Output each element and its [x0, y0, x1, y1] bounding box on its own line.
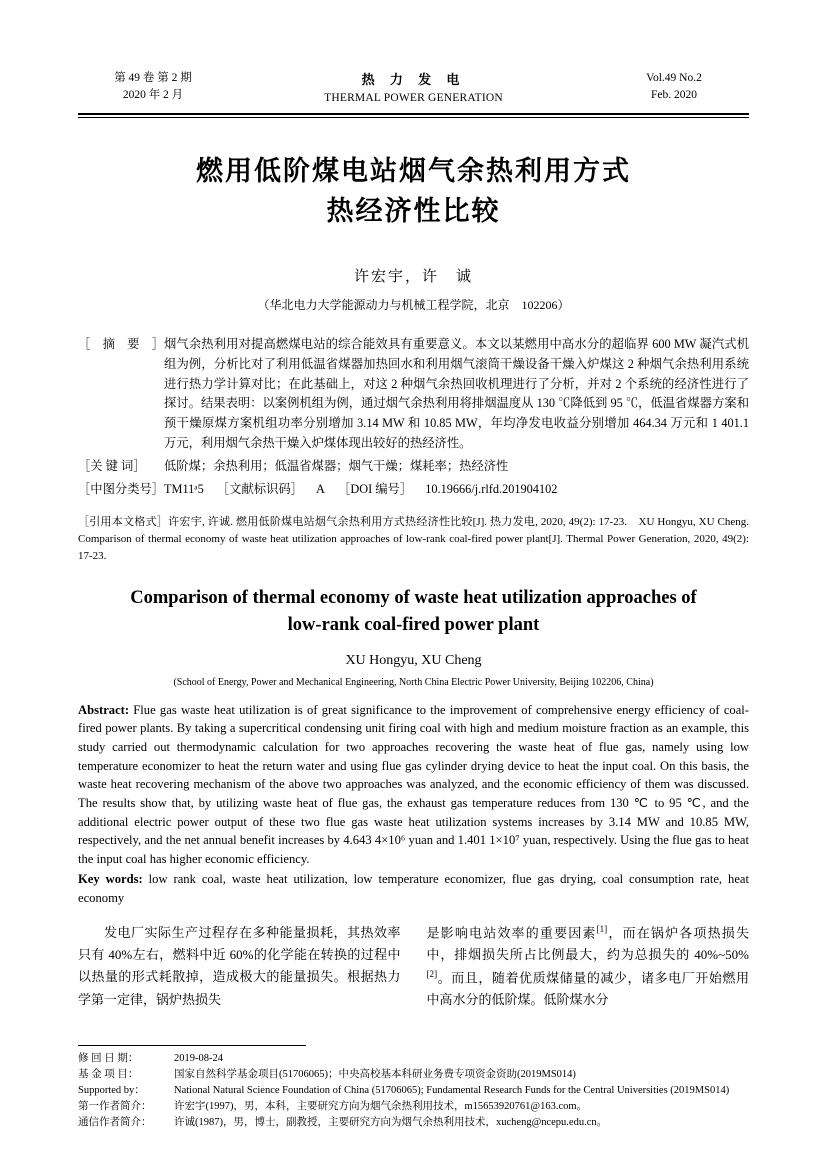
title-cn-line1: 燃用低阶煤电站烟气余热利用方式 [196, 155, 631, 187]
footnote-line [78, 1067, 749, 1083]
journal-title-en: THERMAL POWER GENERATION [324, 91, 503, 104]
body-right-part2: ，而在锅炉各项热损失中，排烟损失所占比例最大，约为总损失的 40%~50% [426, 924, 749, 963]
footnote-value: 国家自然科学基金项目(51706065)；中央高校基本科研业务费专项资金资助(2019MS014) [174, 1069, 576, 1081]
affiliation-en: (School of Energy, Power and Mechanical Engineering, North China Electric Power University, Beijing 102206, China) [173, 676, 654, 688]
title-en-line2: low-rank coal-fired power plant [287, 614, 540, 635]
body-paragraph-right [427, 922, 750, 1012]
footnote-value: 许诚(1987)，男，博士，副教授，主要研究方向为烟气余热利用技术，xucheng@ncepu.edu.cn。 [174, 1117, 608, 1129]
footnote-line [78, 1115, 749, 1131]
abstract-cn-label [78, 335, 164, 355]
affiliation-cn: （华北电力大学能源动力与机械工程学院，北京 102206） [257, 297, 570, 312]
body-column-right [427, 922, 750, 1012]
body-right-part3: 。而且，随着优质煤储量的减少，诸多电厂开始燃用中高水分的低阶煤。低阶煤水分 [426, 970, 749, 1008]
footnote-key: 第一作者简介： [78, 1101, 152, 1113]
page-title-en [78, 585, 749, 639]
citation-ref-2: [2] [426, 968, 438, 979]
authors-en: XU Hongyu, XU Cheng [345, 652, 482, 668]
page-title-cn [78, 152, 749, 233]
citation-label: ［引用本文格式］ [78, 516, 169, 528]
abstract-en-text: Flue gas waste heat utilization is of great significance to the improvement of comprehensive energy efficiency of coal-fired power plants. By taking a supercritical condensing unit firing coal with high and medium moisture fraction as an example, this study carried out thermodynamic calculation for two approaches recovering the waste heat of flue gas, namely using low temperature economizer to heat the return water and using flue gas cylinder drying device to heat the input coal. On this basis, the waste heat recovering mechanism of the above two approaches was analyzed, and the economic efficiency of them was discussed. The results show that, by utilizing waste heat of flue gas, the exhaust gas temperature reduces from 130 ℃ to 95 ℃, and the additional electric power output of these two flue gas waste heat utilization systems increases by 3.14 MW and 10.85 MW, respectively, and the net annual benefit increases by 4.643 4×10⁶ yuan and 1.401 1×10⁷ yuan, respectively. Using the flue gas to heat the input coal has higher economic efficiency. [78, 702, 749, 866]
abstract-cn-row [78, 335, 749, 454]
clc-value: TM11ᵃ5 [164, 482, 204, 497]
footnote-key: 修 回 日 期： [78, 1053, 139, 1065]
footnote-value: 许宏宇(1997)，男，本科，主要研究方向为烟气余热利用技术，m15653920761@163.com。 [174, 1101, 588, 1113]
classification-row [78, 480, 749, 500]
doc-type-value: A [316, 482, 325, 497]
volume-issue-en: Vol.49 No.2 [646, 72, 702, 84]
clc-label: ［中图分类号］ [78, 482, 165, 497]
keywords-cn-text: 低阶煤；余热利用；低温省煤器；烟气干燥；煤耗率；热经济性 [164, 459, 509, 474]
keywords-en-label: Key words: [78, 872, 143, 887]
running-head-center [324, 70, 503, 107]
abstract-bracket-close: ］ [151, 336, 164, 351]
abstract-cn-block [78, 335, 749, 500]
body-right-part1: 是影响电站效率的重要因素 [426, 924, 597, 940]
abstract-label-char1: 摘 [102, 336, 115, 351]
running-head-right [599, 70, 749, 105]
footnote-block [78, 1045, 749, 1131]
citation-ref-1: [1] [596, 923, 608, 934]
volume-issue: 第 49 卷 第 2 期 [114, 72, 192, 84]
journal-title-cn: 热 力 发 电 [361, 72, 466, 87]
abstract-en-label: Abstract: [78, 702, 130, 717]
keywords-en-text: low rank coal, waste heat utilization, low temperature economizer, flue gas drying, coal consumption rate, heat economy [78, 872, 749, 906]
header-rule-thick [78, 113, 749, 115]
authors-cn: 许宏宇，许 诚 [353, 268, 473, 285]
abstract-cn-text: 烟气余热利用对提高燃煤电站的综合能效具有重要意义。本文以某燃用中高水分的超临界 600 MW 凝汽式机组为例，分析比对了利用低温省煤器加热回水和利用烟气滚筒干燥设备干燥入炉煤这 2 种烟气余热利用系统进行热力学计算对比；在此基础上，对这 2 种烟气余热回收机理进行了分析，并对 2 个系统的经济性进行了探讨。结果表明：以案例机组为例，通过烟气余热利用将排烟温度从 130 ℃降低到 95 ℃，低温省煤器方案和预干燥原煤方案机组功率分别增加 3.14 MW 和 10.85 MW，年均净发电收益分别增加 464.34 万元和 1 401.1 万元，利用烟气余热干燥入炉煤体现出较好的热经济性。 [164, 336, 749, 451]
footnote-line [78, 1099, 749, 1115]
footnote-value: 2019-08-24 [174, 1053, 223, 1065]
doi-label: ［DOI 编号］ [338, 482, 413, 497]
keywords-cn-label: ［关 键 词］ [78, 459, 146, 474]
keywords-cn-row [78, 457, 749, 477]
citation-text: 许宏宇, 许诚. 燃用低阶煤电站烟气余热利用方式热经济性比较[J]. 热力发电, 2020, 49(2): 17-23. XU Hongyu, XU Cheng. Comparison of thermal economy of waste heat utilization approaches of low-rank coal-fired power plant[J]. Thermal Power Generation, 2020, 49(2): 17-23. [78, 516, 750, 563]
publication-date-en: Feb. 2020 [651, 89, 697, 102]
footnote-key: Supported by： [78, 1085, 145, 1097]
footnote-line [78, 1083, 749, 1099]
body-column-left [78, 922, 401, 1012]
doc-type-label: ［文献标识码］ [216, 482, 303, 497]
title-cn-line2: 热经济性比较 [326, 196, 501, 228]
keywords-en-block [78, 870, 749, 907]
abstract-bracket-open: ［ [78, 336, 91, 351]
footnote-key: 基 金 项 目： [78, 1069, 139, 1081]
title-en-line1: Comparison of thermal economy of waste heat utilization approaches of [130, 588, 697, 609]
body-columns [78, 922, 749, 1012]
classification-values [164, 480, 749, 500]
abstract-label-char2: 要 [127, 336, 140, 351]
footnote-value: National Natural Science Foundation of China (51706065); Fundamental Research Funds for the Central Universities (2019MS014) [174, 1085, 730, 1097]
header-rule-thin [78, 117, 749, 118]
footnote-rule [78, 1045, 306, 1046]
body-paragraph-left: 发电厂实际生产过程存在多种能量损耗，其热效率只有 40%左右，燃料中近 60%的化学能在转换的过程中以热量的形式耗散掉，造成极大的能量损失。根据热力学第一定律，锅炉热损失 [78, 924, 401, 1007]
footnote-line [78, 1051, 749, 1067]
doi-value: 10.19666/j.rlfd.201904102 [425, 482, 558, 497]
running-head-left [78, 70, 228, 105]
citation-block [78, 514, 749, 565]
publication-date-cn: 2020 年 2 月 [122, 89, 184, 102]
abstract-en-block [78, 701, 749, 869]
running-head [78, 70, 749, 107]
footnote-key: 通信作者简介： [78, 1117, 152, 1129]
